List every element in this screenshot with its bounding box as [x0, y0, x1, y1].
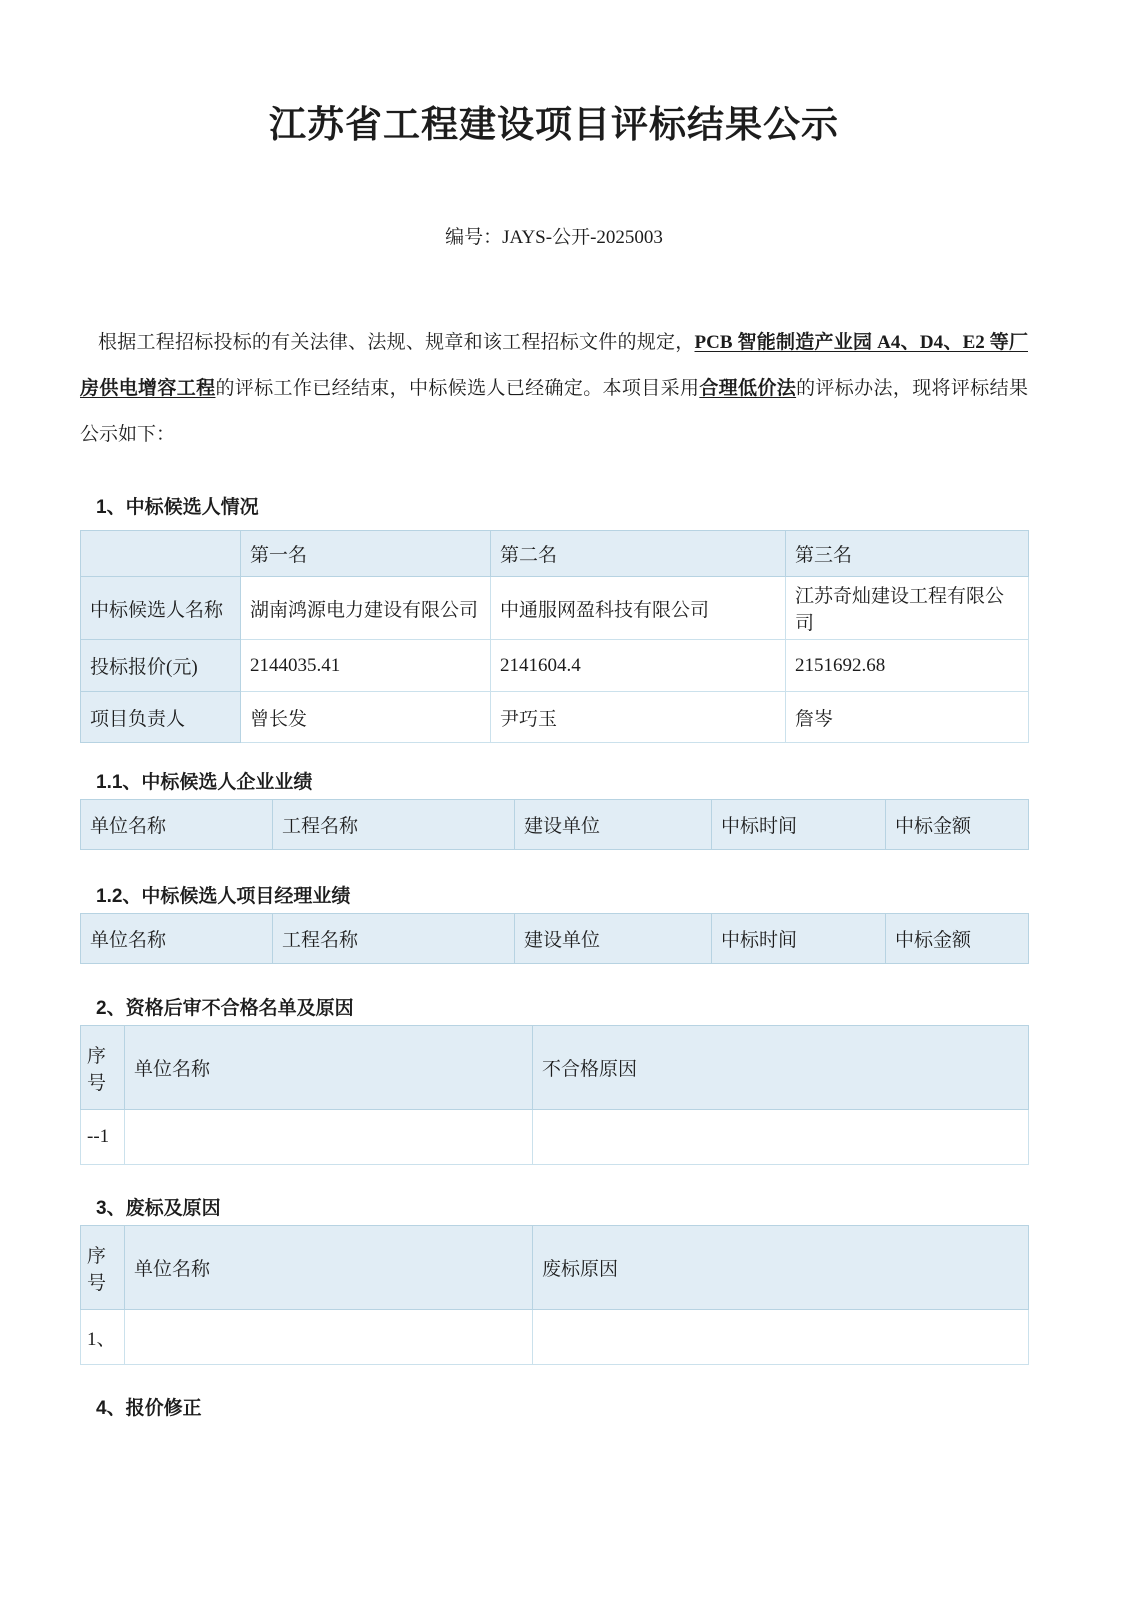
candidate-3-bid: 2151692.68	[786, 640, 1029, 692]
col-header-project-name: 工程名称	[273, 914, 515, 964]
rejected-header-row	[81, 1226, 1029, 1310]
candidate-3-manager: 詹岑	[786, 692, 1029, 743]
col-header-unqualified-reason: 不合格原因	[533, 1026, 1029, 1110]
col-header-construction-unit: 建设单位	[515, 914, 712, 964]
table-row-bid-price	[81, 640, 1029, 692]
unqualified-row-name	[125, 1110, 533, 1165]
col-header-serial-no: 序号	[81, 1226, 125, 1310]
section-1-heading: 1、中标候选人情况	[96, 497, 259, 518]
document-content	[80, 0, 1028, 1421]
col-header-unit-name: 单位名称	[125, 1226, 533, 1310]
col-header-serial-no: 序号	[81, 1026, 125, 1110]
intro-text-2: 的评标工作已经结束，中标候选人已经确定。本项目采用	[215, 378, 700, 399]
col-header-unit-name: 单位名称	[81, 914, 273, 964]
unqualified-table-row	[81, 1110, 1029, 1165]
section-1-2-heading: 1.2、中标候选人项目经理业绩	[96, 886, 351, 907]
unqualified-row-no: --1	[81, 1110, 125, 1165]
table-row-project-manager	[81, 692, 1029, 743]
corner-cell	[81, 531, 241, 577]
candidate-3-name: 江苏奇灿建设工程有限公司	[786, 577, 1029, 640]
col-header-award-amount: 中标金额	[886, 914, 1029, 964]
candidate-2-bid: 2141604.4	[491, 640, 786, 692]
page-title: 江苏省工程建设项目评标结果公示	[269, 105, 839, 146]
manager-performance-table	[80, 913, 1029, 964]
row-label-bid-price: 投标报价(元)	[81, 640, 241, 692]
table-row-candidate-name	[81, 577, 1029, 640]
intro-text-3: 的评标办法，现将评标结果公示如下：	[80, 378, 1028, 445]
col-header-award-time: 中标时间	[712, 800, 886, 850]
candidate-2-manager: 尹巧玉	[491, 692, 786, 743]
enterprise-performance-table	[80, 799, 1029, 850]
rejected-row-name	[125, 1310, 533, 1365]
col-header-rejected-reason: 废标原因	[533, 1226, 1029, 1310]
col-header-award-amount: 中标金额	[886, 800, 1029, 850]
manager-performance-header-row	[81, 914, 1029, 964]
section-4-heading: 4、报价修正	[96, 1398, 202, 1419]
col-header-construction-unit: 建设单位	[515, 800, 712, 850]
rejected-bids-table	[80, 1225, 1029, 1365]
unqualified-header-row	[81, 1026, 1029, 1110]
evaluation-method-emphasis: 合理低价法	[699, 378, 797, 399]
candidate-2-name: 中通服网盈科技有限公司	[491, 577, 786, 640]
section-1-1-heading: 1.1、中标候选人企业业绩	[96, 772, 313, 793]
candidates-table	[80, 530, 1029, 743]
unqualified-table	[80, 1025, 1029, 1165]
col-header-award-time: 中标时间	[712, 914, 886, 964]
col-header-unit-name: 单位名称	[81, 800, 273, 850]
candidates-header-row	[81, 531, 1029, 577]
row-label-project-manager: 项目负责人	[81, 692, 241, 743]
section-3-heading: 3、废标及原因	[96, 1198, 221, 1219]
doc-number: 编号：JAYS-公开-2025003	[445, 227, 663, 248]
enterprise-performance-header-row	[81, 800, 1029, 850]
rank-3-header: 第三名	[786, 531, 1029, 577]
col-header-project-name: 工程名称	[273, 800, 515, 850]
section-2-heading: 2、资格后审不合格名单及原因	[96, 998, 354, 1019]
rank-2-header: 第二名	[491, 531, 786, 577]
candidate-1-manager: 曾长发	[241, 692, 491, 743]
unqualified-row-reason	[533, 1110, 1029, 1165]
row-label-candidate-name: 中标候选人名称	[81, 577, 241, 640]
rejected-table-row	[81, 1310, 1029, 1365]
project-name-emphasis: PCB 智能制造产业园 A4、D4、E2 等厂房供电增容工程	[80, 332, 1028, 399]
intro-paragraph	[80, 320, 1028, 458]
rank-1-header: 第一名	[241, 531, 491, 577]
col-header-unit-name: 单位名称	[125, 1026, 533, 1110]
candidate-1-bid: 2144035.41	[241, 640, 491, 692]
candidate-1-name: 湖南鸿源电力建设有限公司	[241, 577, 491, 640]
intro-text-1: 根据工程招标投标的有关法律、法规、规章和该工程招标文件的规定，	[98, 332, 695, 353]
rejected-row-no: 1、	[81, 1310, 125, 1365]
rejected-row-reason	[533, 1310, 1029, 1365]
